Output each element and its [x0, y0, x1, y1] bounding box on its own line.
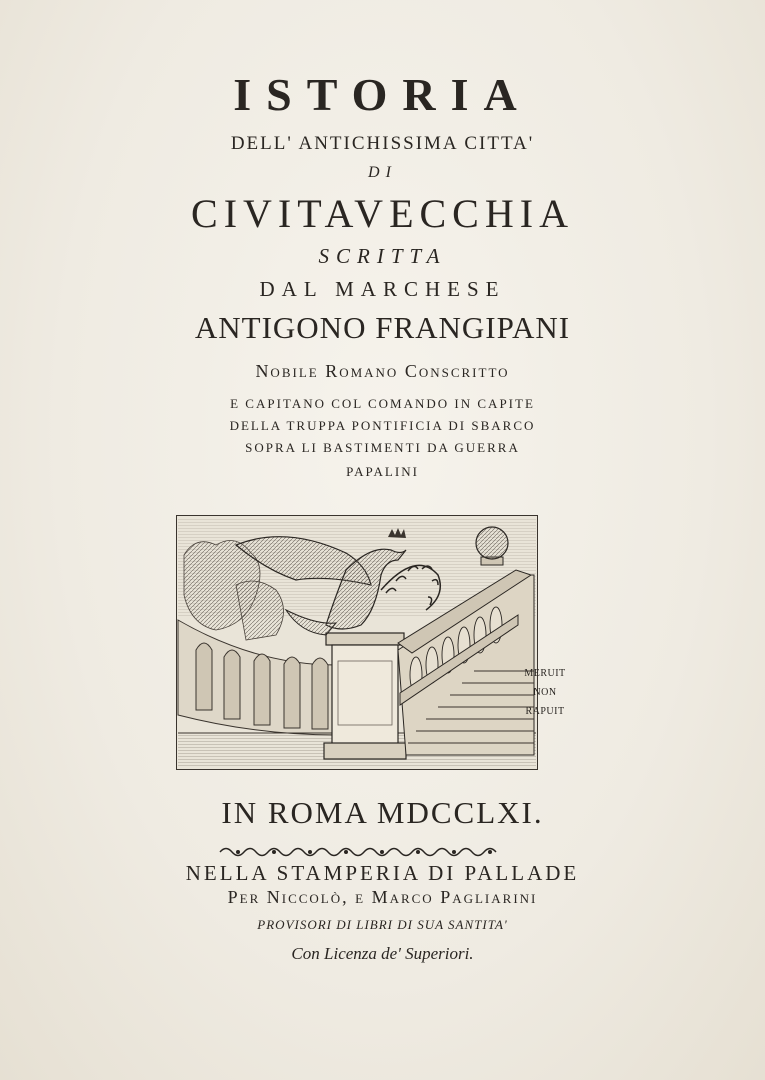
office-line-2: DELLA TRUPPA PONTIFICIA DI SBARCO: [229, 418, 536, 433]
book-title: ISTORIA: [233, 69, 532, 120]
author-rank: Nobile Romano Conscritto: [255, 361, 510, 381]
motto-line-2: NON: [533, 687, 557, 698]
place-and-year: IN ROMA MDCCLXI.: [221, 795, 544, 830]
scritta-line: SCRITTA: [318, 244, 447, 268]
di-line: DI: [368, 164, 397, 181]
decorative-rule-ornament: [218, 845, 503, 859]
printers-names: Per Niccolò, e Marco Pagliarini: [227, 887, 538, 907]
subtitle-line: DELL' ANTICHISSIMA CITTA': [230, 133, 535, 154]
motto-line-1: MERUIT: [524, 668, 566, 679]
office-line-1: E CAPITANO COL COMANDO IN CAPITE: [230, 396, 535, 411]
vignette-illustration: [176, 515, 538, 770]
printer-line: NELLA STAMPERIA DI PALLADE: [185, 861, 580, 885]
provisori-line: PROVISORI DI LIBRI DI SUA SANTITA': [257, 917, 508, 932]
author-name: ANTIGONO FRANGIPANI: [194, 310, 571, 345]
licence-line: Con Licenza de' Superiori.: [291, 944, 474, 963]
office-line-4: PAPALINI: [346, 464, 419, 479]
office-line-3: SOPRA LI BASTIMENTI DA GUERRA: [245, 440, 520, 455]
motto-line-3: RAPUIT: [525, 706, 565, 717]
city-name: CIVITAVECCHIA: [191, 191, 574, 236]
engraved-vignette: [176, 515, 566, 770]
dal-marchese-line: DAL MARCHESE: [259, 277, 506, 301]
